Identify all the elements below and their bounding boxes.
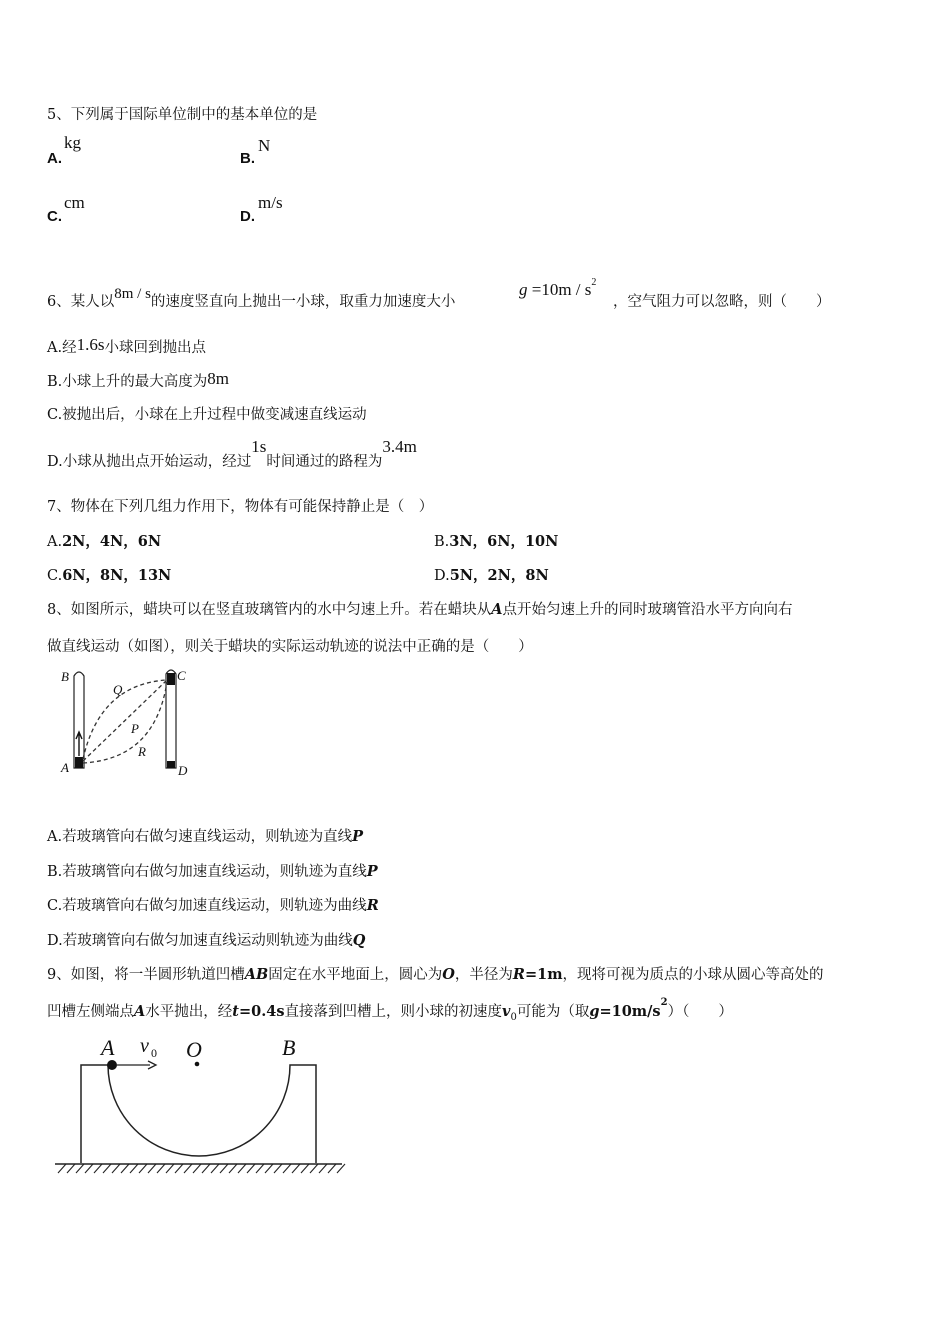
q8-up-arrow-icon xyxy=(76,732,82,756)
hatch-line xyxy=(211,1164,219,1173)
q9-l2-e: ）（ ） xyxy=(667,1004,733,1020)
q8-option-d-key: Q xyxy=(352,932,366,949)
q6-option-d xyxy=(47,437,417,471)
q8-option-c-text: C.若玻璃管向右做匀加速直线运动，则轨迹为曲线 xyxy=(47,898,367,914)
q9-figure xyxy=(50,1032,350,1182)
q6-option-b-pre: B.小球上升的最大高度为 xyxy=(47,374,208,390)
q6-g-exponent: 2 xyxy=(591,277,597,288)
q9-v: v xyxy=(502,1003,511,1020)
q9-label-b: B xyxy=(282,1035,296,1060)
hatch-line xyxy=(94,1164,102,1173)
q7-option-c-value: 6N，8N，13N xyxy=(62,567,172,584)
q7-option-b-letter: B. xyxy=(434,534,450,550)
q9-g-exp: 2 xyxy=(660,997,668,1008)
q8-label-a: A xyxy=(61,760,69,775)
hatch-line xyxy=(112,1164,120,1173)
q9-l2-a: 凹槽左侧端点 xyxy=(47,1004,134,1020)
q8-path-r xyxy=(83,682,167,763)
q9-a: A xyxy=(134,1003,146,1020)
q9-l1-a: 9、如图，将一半圆形轨道凹槽 xyxy=(47,967,245,983)
q8-option-b-key: P xyxy=(366,863,378,880)
hatch-line xyxy=(67,1164,75,1173)
hatch-line xyxy=(76,1164,84,1173)
q9-l1-b: 固定在水平地面上，圆心为 xyxy=(268,967,443,983)
hatch-line xyxy=(310,1164,318,1173)
hatch-line xyxy=(319,1164,327,1173)
q5-option-b-letter: B. xyxy=(240,150,255,167)
q9-o: O xyxy=(442,966,455,983)
q6-stem-part3: ，空气阻力可以忽略，则（ ） xyxy=(613,294,831,310)
q9-ab: AB xyxy=(244,966,269,983)
q8-option-a-key: P xyxy=(352,828,363,845)
hatch-line xyxy=(247,1164,255,1173)
q7-option-d-letter: D. xyxy=(434,568,450,584)
hatch-line xyxy=(193,1164,201,1173)
q6-option-b-value: 8m xyxy=(207,369,229,388)
q6-option-d-pre: D.小球从抛出点开始运动，经过 xyxy=(47,454,252,470)
hatch-line xyxy=(301,1164,309,1173)
q9-l2-b: 水平抛出，经 xyxy=(145,1004,233,1020)
q8-option-b-text: B.若玻璃管向右做匀加速直线运动，则轨迹为直线 xyxy=(47,864,367,880)
q6-stem-part2: 的速度竖直向上抛出一小球，取重力加速度大小 xyxy=(150,294,456,310)
q9-groove-body xyxy=(81,1065,316,1163)
q5-option-a-value: kg xyxy=(64,133,81,152)
q6-option-a xyxy=(47,336,206,357)
q8-option-c xyxy=(47,894,379,915)
hatch-line xyxy=(274,1164,282,1173)
q9-ground-hatching xyxy=(58,1164,345,1173)
q6-stem-part1: 6、某人以 xyxy=(47,294,115,310)
hatch-line xyxy=(58,1164,66,1173)
q5-option-d-value: m/s xyxy=(258,193,283,212)
q8-option-b xyxy=(47,860,378,881)
q9-label-v: v xyxy=(140,1035,149,1057)
q9-r: R xyxy=(512,966,525,983)
q8-option-a xyxy=(47,825,363,846)
q8-point-a: A xyxy=(491,601,503,618)
q7-option-a-letter: A. xyxy=(47,534,63,550)
q9-ball xyxy=(107,1060,117,1070)
q7-option-a-value: 2N，4N，6N xyxy=(62,533,162,550)
hatch-line xyxy=(139,1164,147,1173)
q8-option-c-key: R xyxy=(366,897,379,914)
q6-g-value: =10m / s xyxy=(531,280,592,299)
q9-stem-line1 xyxy=(47,963,824,984)
q9-r-value: =1m xyxy=(524,966,563,983)
q8-label-r: R xyxy=(138,744,146,759)
q5-option-a-letter: A. xyxy=(47,150,62,167)
q7-option-c-letter: C. xyxy=(47,568,63,584)
q5-option-c-value: cm xyxy=(64,193,85,212)
q8-option-d xyxy=(47,929,365,950)
q8-wax-block-a xyxy=(75,757,83,768)
q7-option-d-value: 5N，2N，8N xyxy=(449,567,549,584)
q9-t: t xyxy=(232,1003,239,1020)
q9-v-sub: 0 xyxy=(510,1011,517,1023)
q8-stem-line1 xyxy=(47,598,793,619)
hatch-line xyxy=(337,1164,345,1173)
hatch-line xyxy=(292,1164,300,1173)
hatch-line xyxy=(103,1164,111,1173)
q8-label-c: C xyxy=(177,668,186,683)
q6-option-d-time: 1s xyxy=(251,437,267,456)
q8-line1-part1: 8、如图所示，蜡块可以在竖直玻璃管内的水中匀速上升。若在蜡块从 xyxy=(47,602,492,618)
q9-label-o: O xyxy=(186,1037,202,1062)
q6-option-d-value: 3.4m xyxy=(382,437,417,456)
q9-l1-d: ，现将可视为质点的小球从圆心等高处的 xyxy=(562,967,824,983)
q7-option-c xyxy=(47,564,171,585)
q7-option-d xyxy=(434,564,549,585)
hatch-line xyxy=(283,1164,291,1173)
q8-label-d: D xyxy=(178,763,188,778)
hatch-line xyxy=(184,1164,192,1173)
hatch-line xyxy=(202,1164,210,1173)
hatch-line xyxy=(265,1164,273,1173)
q6-option-a-pre: A.经 xyxy=(47,340,77,356)
q7-option-b xyxy=(434,530,558,551)
hatch-line xyxy=(328,1164,336,1173)
q9-label-v-sub: 0 xyxy=(151,1046,157,1060)
hatch-line xyxy=(229,1164,237,1173)
q9-t-value: =0.4s xyxy=(238,1003,285,1020)
q8-figure xyxy=(55,664,205,784)
q6-speed: 8m / s xyxy=(114,286,151,302)
q8-option-d-text: D.若玻璃管向右做匀加速直线运动则轨迹为曲线 xyxy=(47,933,353,949)
hatch-line xyxy=(157,1164,165,1173)
q9-g: g xyxy=(589,1003,600,1020)
q8-line1-part2: 点开始匀速上升的同时玻璃管沿水平方向向右 xyxy=(502,602,793,618)
q6-option-c: C.被抛出后，小球在上升过程中做变减速直线运动 xyxy=(47,407,367,423)
q9-center-point xyxy=(195,1062,200,1067)
q5-option-b-value: N xyxy=(258,136,271,155)
q8-option-a-text: A.若玻璃管向右做匀速直线运动，则轨迹为直线 xyxy=(47,829,353,845)
hatch-line xyxy=(121,1164,129,1173)
q8-wax-block-c xyxy=(167,673,175,685)
q9-label-a: A xyxy=(101,1035,115,1060)
q5-option-c-letter: C. xyxy=(47,208,62,225)
q7-option-a xyxy=(47,530,161,551)
hatch-line xyxy=(130,1164,138,1173)
hatch-line xyxy=(220,1164,228,1173)
q8-label-b: B xyxy=(61,669,69,684)
hatch-line xyxy=(148,1164,156,1173)
q8-label-p: P xyxy=(131,721,139,736)
hatch-line xyxy=(256,1164,264,1173)
hatch-line xyxy=(175,1164,183,1173)
q9-g-value: =10m/s xyxy=(599,1003,661,1020)
q6-gravity xyxy=(519,277,597,300)
q8-stem-line2: 做直线运动（如图），则关于蜡块的实际运动轨迹的说法中正确的是（ ） xyxy=(47,639,533,655)
q7-stem: 7、物体在下列几组力作用下，物体有可能保持静止是（ ） xyxy=(47,499,434,515)
q9-l2-d: 可能为（取 xyxy=(516,1004,590,1020)
q6-stem xyxy=(47,286,456,311)
q6-option-a-post: 小球回到抛出点 xyxy=(104,340,206,356)
q6-option-b xyxy=(47,370,229,391)
hatch-line xyxy=(166,1164,174,1173)
q9-stem-line2 xyxy=(47,997,733,1023)
q6-g-symbol: g xyxy=(519,280,528,299)
q8-wax-block-d xyxy=(167,761,175,768)
q5-stem: 5、下列属于国际单位制中的基本单位的是 xyxy=(47,107,318,123)
q5-option-d-letter: D. xyxy=(240,208,255,225)
q9-l2-c: 直接落到凹槽上，则小球的初速度 xyxy=(284,1004,503,1020)
q6-option-d-mid: 时间通过的路程为 xyxy=(266,454,383,470)
q9-l1-c: ，半径为 xyxy=(454,967,513,983)
hatch-line xyxy=(238,1164,246,1173)
hatch-line xyxy=(85,1164,93,1173)
q6-option-a-value: 1.6s xyxy=(76,335,105,354)
q8-label-q: Q xyxy=(113,682,123,697)
q7-option-b-value: 3N，6N，10N xyxy=(449,533,559,550)
